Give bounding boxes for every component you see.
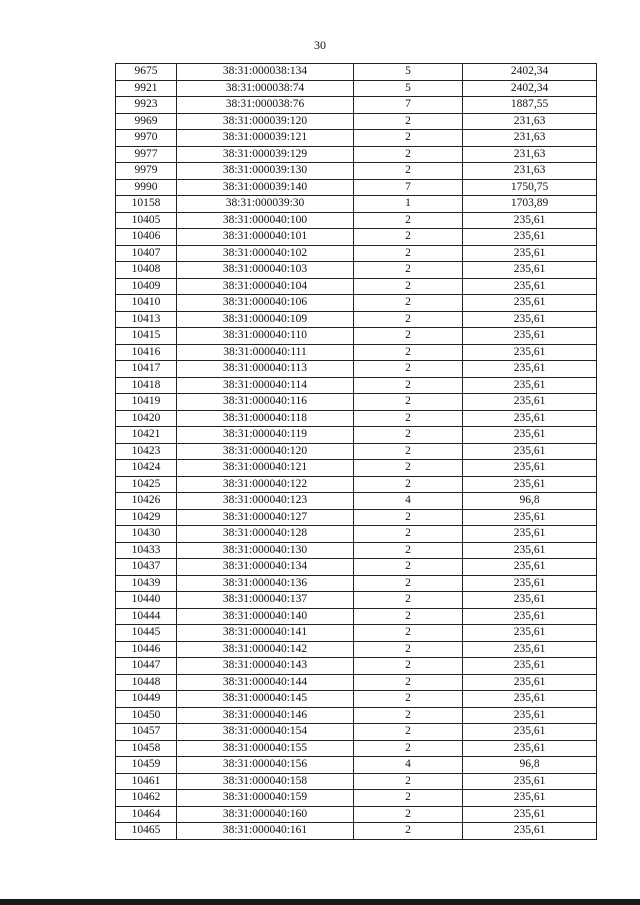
cadastral-number-cell: 38:31:000039:30 xyxy=(177,196,354,213)
table-row xyxy=(116,641,597,658)
area-cell: 235,61 xyxy=(463,823,597,840)
cadastral-number-cell: 38:31:000040:101 xyxy=(177,229,354,246)
area-cell: 231,63 xyxy=(463,163,597,180)
count-cell: 2 xyxy=(354,212,463,229)
area-cell: 235,61 xyxy=(463,691,597,708)
area-cell: 1703,89 xyxy=(463,196,597,213)
cadastral-number-cell: 38:31:000040:159 xyxy=(177,790,354,807)
cadastral-number-cell: 38:31:000040:155 xyxy=(177,740,354,757)
count-cell: 2 xyxy=(354,592,463,609)
area-cell: 96,8 xyxy=(463,757,597,774)
count-cell: 2 xyxy=(354,394,463,411)
table-row xyxy=(116,278,597,295)
row-number-cell: 10457 xyxy=(116,724,177,741)
table-row xyxy=(116,575,597,592)
row-number-cell: 10458 xyxy=(116,740,177,757)
cadastral-number-cell: 38:31:000040:106 xyxy=(177,295,354,312)
area-cell: 235,61 xyxy=(463,443,597,460)
count-cell: 2 xyxy=(354,245,463,262)
count-cell: 2 xyxy=(354,328,463,345)
area-cell: 235,61 xyxy=(463,625,597,642)
area-cell: 235,61 xyxy=(463,278,597,295)
area-cell: 235,61 xyxy=(463,509,597,526)
area-cell: 235,61 xyxy=(463,674,597,691)
area-cell: 235,61 xyxy=(463,410,597,427)
table-row xyxy=(116,658,597,675)
row-number-cell: 10445 xyxy=(116,625,177,642)
cadastral-number-cell: 38:31:000040:103 xyxy=(177,262,354,279)
area-cell: 1887,55 xyxy=(463,97,597,114)
row-number-cell: 10158 xyxy=(116,196,177,213)
table-row xyxy=(116,757,597,774)
row-number-cell: 10462 xyxy=(116,790,177,807)
table-row xyxy=(116,245,597,262)
area-cell: 235,61 xyxy=(463,328,597,345)
row-number-cell: 10440 xyxy=(116,592,177,609)
row-number-cell: 10413 xyxy=(116,311,177,328)
area-cell: 235,61 xyxy=(463,740,597,757)
cadastral-number-cell: 38:31:000040:156 xyxy=(177,757,354,774)
cadastral-number-cell: 38:31:000040:102 xyxy=(177,245,354,262)
table-row xyxy=(116,410,597,427)
cadastral-number-cell: 38:31:000038:134 xyxy=(177,64,354,81)
row-number-cell: 10417 xyxy=(116,361,177,378)
count-cell: 2 xyxy=(354,724,463,741)
row-number-cell: 10424 xyxy=(116,460,177,477)
row-number-cell: 10449 xyxy=(116,691,177,708)
count-cell: 2 xyxy=(354,130,463,147)
cadastral-number-cell: 38:31:000038:76 xyxy=(177,97,354,114)
row-number-cell: 10446 xyxy=(116,641,177,658)
area-cell: 235,61 xyxy=(463,262,597,279)
row-number-cell: 10410 xyxy=(116,295,177,312)
area-cell: 235,61 xyxy=(463,658,597,675)
area-cell: 235,61 xyxy=(463,476,597,493)
cadastral-number-cell: 38:31:000040:104 xyxy=(177,278,354,295)
table-row xyxy=(116,212,597,229)
count-cell: 2 xyxy=(354,790,463,807)
table-row xyxy=(116,311,597,328)
row-number-cell: 10421 xyxy=(116,427,177,444)
table-row xyxy=(116,295,597,312)
count-cell: 2 xyxy=(354,740,463,757)
row-number-cell: 10461 xyxy=(116,773,177,790)
row-number-cell: 10430 xyxy=(116,526,177,543)
count-cell: 2 xyxy=(354,674,463,691)
area-cell: 96,8 xyxy=(463,493,597,510)
row-number-cell: 9675 xyxy=(116,64,177,81)
count-cell: 2 xyxy=(354,344,463,361)
area-cell: 235,61 xyxy=(463,377,597,394)
cadastral-number-cell: 38:31:000040:110 xyxy=(177,328,354,345)
cadastral-number-cell: 38:31:000040:127 xyxy=(177,509,354,526)
table-row xyxy=(116,559,597,576)
cadastral-number-cell: 38:31:000040:160 xyxy=(177,806,354,823)
area-cell: 231,63 xyxy=(463,146,597,163)
cadastral-number-cell: 38:31:000040:113 xyxy=(177,361,354,378)
area-cell: 235,61 xyxy=(463,575,597,592)
cadastral-number-cell: 38:31:000039:120 xyxy=(177,113,354,130)
row-number-cell: 10444 xyxy=(116,608,177,625)
area-cell: 235,61 xyxy=(463,707,597,724)
cadastral-number-cell: 38:31:000040:116 xyxy=(177,394,354,411)
area-cell: 235,61 xyxy=(463,394,597,411)
area-cell: 2402,34 xyxy=(463,80,597,97)
table-row xyxy=(116,674,597,691)
table-row xyxy=(116,724,597,741)
cadastral-number-cell: 38:31:000040:111 xyxy=(177,344,354,361)
table-row xyxy=(116,707,597,724)
table-row xyxy=(116,773,597,790)
table-row xyxy=(116,179,597,196)
area-cell: 235,61 xyxy=(463,724,597,741)
count-cell: 2 xyxy=(354,691,463,708)
row-number-cell: 10433 xyxy=(116,542,177,559)
area-cell: 1750,75 xyxy=(463,179,597,196)
count-cell: 2 xyxy=(354,641,463,658)
page-number: 30 xyxy=(314,38,326,52)
table-row xyxy=(116,608,597,625)
count-cell: 2 xyxy=(354,262,463,279)
cadastral-number-cell: 38:31:000040:120 xyxy=(177,443,354,460)
table-row xyxy=(116,113,597,130)
area-cell: 235,61 xyxy=(463,641,597,658)
table-row xyxy=(116,80,597,97)
cadastral-number-cell: 38:31:000040:146 xyxy=(177,707,354,724)
count-cell: 2 xyxy=(354,559,463,576)
count-cell: 1 xyxy=(354,196,463,213)
row-number-cell: 10423 xyxy=(116,443,177,460)
table-row xyxy=(116,146,597,163)
row-number-cell: 9990 xyxy=(116,179,177,196)
cadastral-number-cell: 38:31:000040:123 xyxy=(177,493,354,510)
cadastral-number-cell: 38:31:000040:142 xyxy=(177,641,354,658)
cadastral-number-cell: 38:31:000040:145 xyxy=(177,691,354,708)
table-row xyxy=(116,361,597,378)
count-cell: 2 xyxy=(354,509,463,526)
cadastral-number-cell: 38:31:000039:130 xyxy=(177,163,354,180)
row-number-cell: 9923 xyxy=(116,97,177,114)
cadastral-number-cell: 38:31:000040:141 xyxy=(177,625,354,642)
table-row xyxy=(116,806,597,823)
cadastral-number-cell: 38:31:000040:118 xyxy=(177,410,354,427)
cadastral-number-cell: 38:31:000039:129 xyxy=(177,146,354,163)
row-number-cell: 10415 xyxy=(116,328,177,345)
area-cell: 235,61 xyxy=(463,361,597,378)
cadastral-number-cell: 38:31:000040:136 xyxy=(177,575,354,592)
count-cell: 2 xyxy=(354,295,463,312)
table-row xyxy=(116,196,597,213)
area-cell: 235,61 xyxy=(463,427,597,444)
cadastral-number-cell: 38:31:000040:143 xyxy=(177,658,354,675)
row-number-cell: 10405 xyxy=(116,212,177,229)
count-cell: 4 xyxy=(354,493,463,510)
area-cell: 235,61 xyxy=(463,592,597,609)
row-number-cell: 10450 xyxy=(116,707,177,724)
cadastral-number-cell: 38:31:000040:121 xyxy=(177,460,354,477)
row-number-cell: 10408 xyxy=(116,262,177,279)
row-number-cell: 10420 xyxy=(116,410,177,427)
row-number-cell: 10407 xyxy=(116,245,177,262)
cadastral-number-cell: 38:31:000040:134 xyxy=(177,559,354,576)
count-cell: 2 xyxy=(354,410,463,427)
count-cell: 2 xyxy=(354,575,463,592)
row-number-cell: 9969 xyxy=(116,113,177,130)
table-row xyxy=(116,740,597,757)
table-row xyxy=(116,443,597,460)
area-cell: 235,61 xyxy=(463,344,597,361)
table-row xyxy=(116,427,597,444)
table-row xyxy=(116,377,597,394)
count-cell: 2 xyxy=(354,707,463,724)
registry-table-body xyxy=(116,64,597,840)
area-cell: 235,61 xyxy=(463,460,597,477)
area-cell: 235,61 xyxy=(463,806,597,823)
table-row xyxy=(116,476,597,493)
cadastral-number-cell: 38:31:000038:74 xyxy=(177,80,354,97)
cadastral-number-cell: 38:31:000040:130 xyxy=(177,542,354,559)
cadastral-number-cell: 38:31:000040:140 xyxy=(177,608,354,625)
count-cell: 2 xyxy=(354,278,463,295)
table-row xyxy=(116,97,597,114)
row-number-cell: 10437 xyxy=(116,559,177,576)
cadastral-number-cell: 38:31:000040:137 xyxy=(177,592,354,609)
count-cell: 2 xyxy=(354,311,463,328)
count-cell: 2 xyxy=(354,773,463,790)
cadastral-number-cell: 38:31:000040:158 xyxy=(177,773,354,790)
row-number-cell: 9921 xyxy=(116,80,177,97)
row-number-cell: 10416 xyxy=(116,344,177,361)
area-cell: 235,61 xyxy=(463,559,597,576)
cadastral-number-cell: 38:31:000039:121 xyxy=(177,130,354,147)
table-row xyxy=(116,509,597,526)
count-cell: 2 xyxy=(354,361,463,378)
cadastral-number-cell: 38:31:000040:122 xyxy=(177,476,354,493)
count-cell: 2 xyxy=(354,526,463,543)
count-cell: 2 xyxy=(354,113,463,130)
table-row xyxy=(116,64,597,81)
cadastral-number-cell: 38:31:000039:140 xyxy=(177,179,354,196)
row-number-cell: 10447 xyxy=(116,658,177,675)
area-cell: 235,61 xyxy=(463,295,597,312)
table-row xyxy=(116,542,597,559)
registry-table xyxy=(115,63,597,840)
table-row xyxy=(116,328,597,345)
cadastral-number-cell: 38:31:000040:154 xyxy=(177,724,354,741)
table-row xyxy=(116,394,597,411)
count-cell: 2 xyxy=(354,625,463,642)
count-cell: 2 xyxy=(354,823,463,840)
area-cell: 235,61 xyxy=(463,212,597,229)
table-row xyxy=(116,526,597,543)
count-cell: 2 xyxy=(354,806,463,823)
table-row xyxy=(116,130,597,147)
row-number-cell: 10439 xyxy=(116,575,177,592)
area-cell: 235,61 xyxy=(463,526,597,543)
table-row xyxy=(116,460,597,477)
row-number-cell: 10465 xyxy=(116,823,177,840)
count-cell: 2 xyxy=(354,229,463,246)
row-number-cell: 10448 xyxy=(116,674,177,691)
table-row xyxy=(116,592,597,609)
cadastral-number-cell: 38:31:000040:144 xyxy=(177,674,354,691)
row-number-cell: 9970 xyxy=(116,130,177,147)
count-cell: 7 xyxy=(354,97,463,114)
count-cell: 2 xyxy=(354,608,463,625)
scan-bottom-edge xyxy=(0,899,640,905)
table-row xyxy=(116,262,597,279)
row-number-cell: 10409 xyxy=(116,278,177,295)
count-cell: 7 xyxy=(354,179,463,196)
table-row xyxy=(116,493,597,510)
count-cell: 2 xyxy=(354,163,463,180)
row-number-cell: 9979 xyxy=(116,163,177,180)
table-row xyxy=(116,163,597,180)
area-cell: 235,61 xyxy=(463,608,597,625)
area-cell: 235,61 xyxy=(463,311,597,328)
count-cell: 2 xyxy=(354,377,463,394)
area-cell: 231,63 xyxy=(463,130,597,147)
cadastral-number-cell: 38:31:000040:161 xyxy=(177,823,354,840)
table-row xyxy=(116,823,597,840)
cadastral-number-cell: 38:31:000040:109 xyxy=(177,311,354,328)
table-row xyxy=(116,229,597,246)
count-cell: 2 xyxy=(354,460,463,477)
table-row xyxy=(116,625,597,642)
count-cell: 2 xyxy=(354,146,463,163)
count-cell: 2 xyxy=(354,658,463,675)
row-number-cell: 10464 xyxy=(116,806,177,823)
row-number-cell: 10459 xyxy=(116,757,177,774)
row-number-cell: 10425 xyxy=(116,476,177,493)
table-row xyxy=(116,691,597,708)
area-cell: 235,61 xyxy=(463,773,597,790)
cadastral-number-cell: 38:31:000040:128 xyxy=(177,526,354,543)
cadastral-number-cell: 38:31:000040:100 xyxy=(177,212,354,229)
row-number-cell: 10418 xyxy=(116,377,177,394)
cadastral-number-cell: 38:31:000040:114 xyxy=(177,377,354,394)
count-cell: 2 xyxy=(354,476,463,493)
row-number-cell: 10406 xyxy=(116,229,177,246)
area-cell: 231,63 xyxy=(463,113,597,130)
table-row xyxy=(116,790,597,807)
row-number-cell: 9977 xyxy=(116,146,177,163)
count-cell: 5 xyxy=(354,64,463,81)
count-cell: 4 xyxy=(354,757,463,774)
count-cell: 5 xyxy=(354,80,463,97)
row-number-cell: 10429 xyxy=(116,509,177,526)
area-cell: 235,61 xyxy=(463,245,597,262)
row-number-cell: 10419 xyxy=(116,394,177,411)
area-cell: 235,61 xyxy=(463,790,597,807)
table-row xyxy=(116,344,597,361)
count-cell: 2 xyxy=(354,443,463,460)
area-cell: 235,61 xyxy=(463,229,597,246)
area-cell: 2402,34 xyxy=(463,64,597,81)
count-cell: 2 xyxy=(354,542,463,559)
count-cell: 2 xyxy=(354,427,463,444)
cadastral-number-cell: 38:31:000040:119 xyxy=(177,427,354,444)
area-cell: 235,61 xyxy=(463,542,597,559)
row-number-cell: 10426 xyxy=(116,493,177,510)
